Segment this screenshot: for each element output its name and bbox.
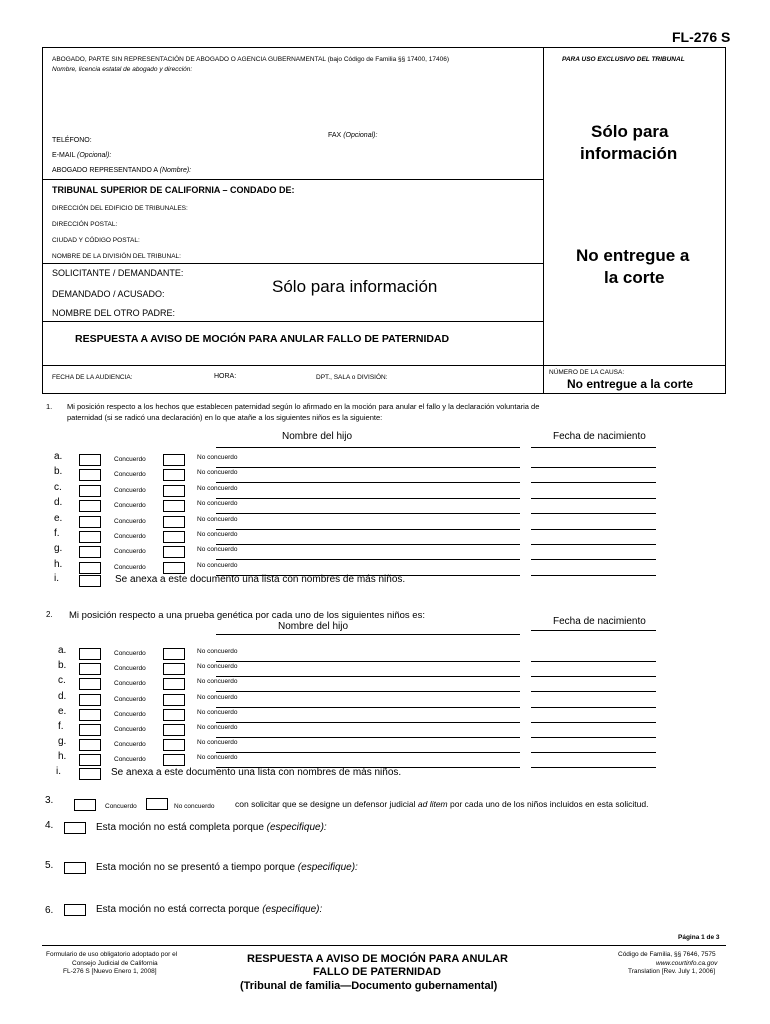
case-number-label: NÚMERO DE LA CAUSA: [549,369,625,376]
agree-label: Concuerdo [114,695,146,703]
attorney-sublabel: Nombre, licencia estatal de abogado y dirección: [52,66,193,73]
child-dob-line[interactable] [531,676,656,677]
child-row-letter: g. [58,736,67,748]
item1-text-line2: paternidad (si se radicó una declaración) en lo que atañe a los siguientes niños es la siguiente: [67,413,383,422]
item6-text: Esta moción no está correcta porque (especifique): [96,904,323,915]
child-dob-line[interactable] [531,661,656,662]
form-number: FL-276 S [672,29,731,45]
disagree-label: No concuerdo [197,663,238,671]
attorney-for-label: ABOGADO REPRESENTANDO A (Nombre): [52,167,192,174]
disagree-label: No concuerdo [197,484,238,492]
child-dob-line[interactable] [531,575,656,576]
fax-label: FAX (Opcional): [328,132,378,139]
agree-label: Concuerdo [114,486,146,494]
child-row-letter: a. [54,451,63,462]
agree-label: Concuerdo [114,548,146,556]
disagree-label: No concuerdo [197,515,238,523]
disagree-checkbox[interactable] [163,485,185,497]
disagree-label: No concuerdo [197,693,238,701]
agree-checkbox[interactable] [79,454,101,466]
agree-checkbox[interactable] [79,562,101,574]
footer-right-line2: www.courtinfo.ca.gov [656,960,718,967]
disagree-label: No concuerdo [197,469,238,477]
child-name-line[interactable] [216,544,520,545]
item5-checkbox[interactable] [64,862,86,874]
agree-checkbox[interactable] [79,694,101,706]
child-dob-line[interactable] [531,482,656,483]
child-name-line[interactable] [216,513,520,514]
child-dob-line[interactable] [531,498,656,499]
item1-col-child: Nombre del hijo [282,431,353,442]
agree-checkbox[interactable] [79,531,101,543]
form-title: RESPUESTA A AVISO DE MOCIÓN PARA ANULAR FALLO DE PATERNIDAD [75,333,450,345]
child-row-letter: h. [58,751,67,763]
case-number-watermark: No entregue a la corte [567,377,694,391]
child-dob-line[interactable] [531,691,656,692]
child-dob-line[interactable] [531,467,656,468]
court-use-divider [543,47,544,394]
child-row-letter: b. [58,660,67,672]
attorney-name-field[interactable] [48,80,538,125]
child-dob-line[interactable] [531,544,656,545]
agree-checkbox[interactable] [79,485,101,497]
item3-agree-label: Concuerdo [105,803,137,810]
agree-label: Concuerdo [114,741,146,749]
agree-label: Concuerdo [114,456,146,463]
disagree-label: No concuerdo [197,678,238,686]
child-row-letter: c. [54,481,62,493]
petitioner-label: SOLICITANTE / DEMANDANTE: [52,268,184,278]
disagree-checkbox[interactable] [163,531,185,543]
disagree-checkbox[interactable] [163,739,185,751]
child-dob-line[interactable] [531,767,656,768]
item1-attach-text: Se anexa a este documento una lista con nombres de más niños. [115,574,406,585]
item4-explanation-field[interactable] [96,838,726,858]
disagree-checkbox[interactable] [163,709,185,721]
city-zip-label: CIUDAD Y CÓDIGO POSTAL: [52,237,140,244]
child-dob-line[interactable] [531,529,656,530]
child-name-line[interactable] [216,707,520,708]
disagree-label: No concuerdo [197,754,238,762]
disagree-checkbox[interactable] [163,562,185,574]
disagree-label: No concuerdo [197,561,238,569]
disagree-checkbox[interactable] [163,694,185,706]
item1-attach-checkbox[interactable] [79,575,101,587]
watermark-center: Sólo para información [272,277,438,296]
item5-text: Esta moción no se presentó a tiempo porque (especifique): [96,862,358,873]
dept-label: DPT., SALA o DIVISIÓN: [316,374,388,381]
item1-i-label: i. [54,573,59,584]
item5-explanation-field[interactable] [96,878,726,900]
phone-label: TELÉFONO: [52,137,92,144]
disagree-checkbox[interactable] [163,500,185,512]
disagree-checkbox[interactable] [163,546,185,558]
agree-label: Concuerdo [114,710,146,718]
footer-left-line1: Formulario de uso obligatorio adoptado por el [46,951,178,958]
disagree-label: No concuerdo [197,739,238,747]
respondent-label: DEMANDADO / ACUSADO: [52,289,165,299]
agree-checkbox[interactable] [79,546,101,558]
footer-left-line2: Consejo Judicial de California [72,960,158,967]
disagree-checkbox[interactable] [163,663,185,675]
item1-text-line1: Mi posición respecto a los hechos que establecen paternidad según lo afirmado en la moción para anular el fallo y la declaración voluntaria de [67,402,540,411]
child-dob-line[interactable] [531,707,656,708]
email-label: E-MAIL (Opcional): [52,152,112,159]
child-row-letter: a. [58,645,67,656]
agree-label: Concuerdo [114,726,146,733]
child-row-letter: h. [54,558,63,570]
agree-checkbox[interactable] [79,516,101,528]
child-row-letter: d. [54,497,63,509]
disagree-label: No concuerdo [197,546,238,554]
disagree-label: No concuerdo [197,724,238,731]
item3-agree-checkbox[interactable] [74,799,96,811]
agree-checkbox[interactable] [79,709,101,721]
item2-attach-text: Se anexa a este documento una lista con nombres de más niños. [111,767,402,778]
agree-checkbox[interactable] [79,754,101,766]
disagree-checkbox[interactable] [163,516,185,528]
item4-text: Esta moción no está completa porque (especifique): [96,822,327,833]
disagree-checkbox[interactable] [163,724,185,736]
court-title: TRIBUNAL SUPERIOR DE CALIFORNIA – CONDADO DE: [52,185,295,195]
disagree-label: No concuerdo [197,708,238,716]
item2-number: 2. [46,610,53,619]
footer-title-line2: FALLO DE PATERNIDAD [313,966,441,978]
footer-left-line3: FL-276 S [Nuevo Enero 1, 2008] [63,968,157,975]
child-row-letter: f. [54,528,60,539]
item3-number: 3. [45,795,54,806]
footer-right-line3: Translation [Rev. July 1, 2006] [628,968,716,975]
item5-number: 5. [45,860,54,871]
child-row-letter: c. [58,675,66,687]
item4-number: 4. [45,820,54,831]
street-label: DIRECCIÓN DEL EDIFICIO DE TRIBUNALES: [52,205,188,212]
disagree-checkbox[interactable] [163,754,185,766]
child-name-line[interactable] [216,529,520,530]
agree-label: Concuerdo [114,650,146,657]
agree-checkbox[interactable] [79,663,101,675]
item3-disagree-checkbox[interactable] [146,798,168,810]
agree-label: Concuerdo [114,471,146,479]
child-dob-line[interactable] [531,737,656,738]
agree-label: Concuerdo [114,756,146,764]
item1-number: 1. [46,402,53,411]
page-number: Página 1 de 3 [678,934,720,941]
agree-checkbox[interactable] [79,739,101,751]
child-name-line[interactable] [216,498,520,499]
disagree-label: No concuerdo [197,531,238,538]
agree-checkbox[interactable] [79,678,101,690]
item3-text: con solicitar que se designe un defensor judicial ad litem por cada uno de los niños incluidos en esta solicitud. [235,799,649,809]
agree-label: Concuerdo [114,563,146,571]
footer-title-line3: (Tribunal de familia—Documento gubernamental) [240,980,498,992]
child-name-line[interactable] [216,559,520,560]
disagree-label: No concuerdo [197,454,238,461]
item2-col-child: Nombre del hijo [278,621,349,632]
disagree-label: No concuerdo [197,648,238,655]
child-dob-line[interactable] [531,559,656,560]
disagree-label: No concuerdo [197,500,238,508]
agree-label: Concuerdo [114,680,146,688]
child-row-letter: g. [54,543,63,555]
child-row-letter: d. [58,690,67,702]
child-name-line[interactable] [216,661,520,662]
child-row-letter: b. [54,466,63,478]
child-dob-line[interactable] [531,722,656,723]
child-row-letter: f. [58,721,64,732]
agree-label: Concuerdo [114,665,146,673]
child-name-line[interactable] [216,467,520,468]
item2-i-label: i. [56,766,61,777]
item2-text: Mi posición respecto a una prueba genética por cada uno de los siguientes niños es: [69,610,425,621]
item6-explanation-field[interactable] [96,920,726,940]
footer-title-line1: RESPUESTA A AVISO DE MOCIÓN PARA ANULAR [247,953,508,965]
watermark-right-line2: información [580,144,678,163]
mailing-label: DIRECCIÓN POSTAL: [52,221,118,228]
watermark-right-line3: No entregue a [576,246,690,265]
item2-col-dob: Fecha de nacimiento [553,616,646,627]
child-name-line[interactable] [216,691,520,692]
watermark-right-line1: Sólo para [591,122,669,141]
child-dob-line[interactable] [531,752,656,753]
attorney-label: ABOGADO, PARTE SIN REPRESENTACIÓN DE ABOGADO O AGENCIA GUBERNAMENTAL (bajo Código de Familia §§ 17400, 17406) [52,56,450,63]
branch-label: NOMBRE DE LA DIVISIÓN DEL TRIBUNAL: [52,253,181,260]
child-row-letter: e. [54,512,63,524]
watermark-right-line4: la corte [604,268,665,287]
child-name-line[interactable] [216,722,520,723]
child-name-line[interactable] [216,737,520,738]
item1-col-dob: Fecha de nacimiento [553,431,646,442]
agree-label: Concuerdo [114,502,146,510]
disagree-checkbox[interactable] [163,648,185,660]
footer-right-line1: Código de Familia, §§ 7646, 7575 [618,951,716,958]
hearing-date-label: FECHA DE LA AUDIENCIA: [52,374,133,381]
disagree-checkbox[interactable] [163,454,185,466]
other-parent-label: NOMBRE DEL OTRO PADRE: [52,308,176,318]
time-label: HORA: [214,373,237,380]
agree-checkbox[interactable] [79,469,101,481]
agree-label: Concuerdo [114,517,146,525]
child-dob-line[interactable] [531,513,656,514]
item6-checkbox[interactable] [64,904,86,916]
disagree-checkbox[interactable] [163,469,185,481]
item2-attach-checkbox[interactable] [79,768,101,780]
child-name-line[interactable] [216,676,520,677]
agree-checkbox[interactable] [79,648,101,660]
child-name-line[interactable] [216,752,520,753]
court-use-label: PARA USO EXCLUSIVO DEL TRIBUNAL [562,56,685,63]
child-row-letter: e. [58,705,67,717]
item3-disagree-label: No concuerdo [174,803,215,810]
item6-number: 6. [45,905,54,916]
item4-checkbox[interactable] [64,822,86,834]
disagree-checkbox[interactable] [163,678,185,690]
agree-label: Concuerdo [114,533,146,540]
agree-checkbox[interactable] [79,724,101,736]
agree-checkbox[interactable] [79,500,101,512]
child-name-line[interactable] [216,482,520,483]
